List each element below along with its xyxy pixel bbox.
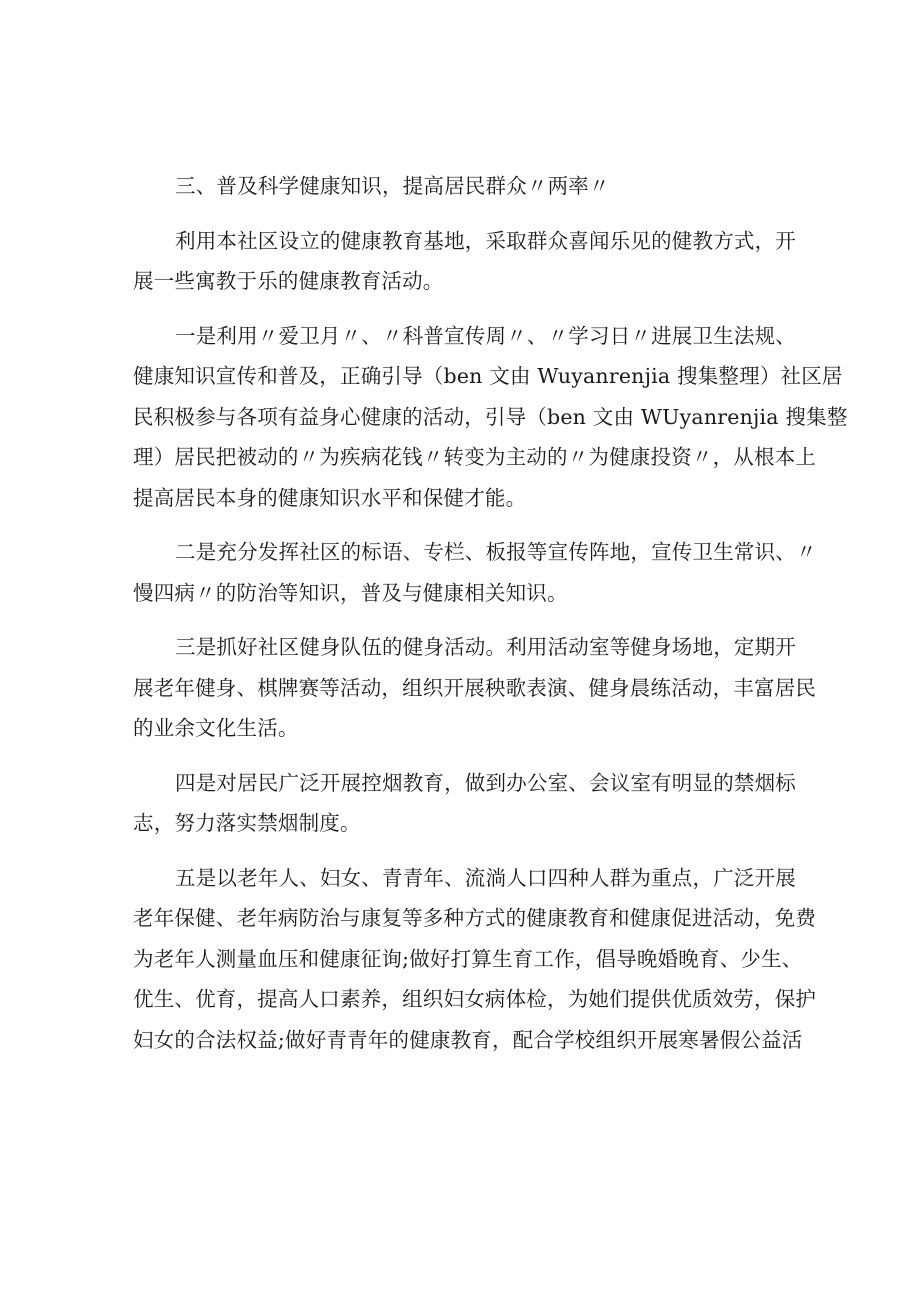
paragraph-line: 为老年人测量血压和健康征询;做好打算生育工作，倡导晚婚晚育、少生、: [133, 946, 803, 971]
paragraph-1: [133, 221, 796, 302]
paragraph-line: 健康知识宣传和普及，正确引导（ben 文由 Wuyanrenjia 搜集整理）社区居: [133, 364, 843, 388]
paragraph-line: 民积极参与各项有益身心健康的活动，引导（ben 文由 WUyanrenjia 搜集整: [133, 404, 848, 429]
paragraph-line: 二是充分发挥社区的标语、专栏、板报等宣传阵地，宣传卫生常识、〃: [175, 540, 817, 564]
paragraph-line: 妇女的合法权益;做好青青年的健康教育，配合学校组织开展寒暑假公益活: [133, 1027, 803, 1052]
paragraph-line: 的业余文化生活。: [133, 716, 299, 740]
paragraph-2: [133, 316, 848, 519]
paragraph-line: 展一些寓教于乐的健康教育活动。: [133, 269, 444, 293]
paragraph-line: 五是以老年人、妇女、青青年、流淌人口四种人群为重点，广泛开展: [175, 865, 796, 890]
section-heading: [133, 166, 793, 207]
paragraph-line: 四是对居民广泛开展控烟教育，做到办公室、会议室有明显的禁烟标: [175, 770, 796, 795]
heading-text: 三、普及科学健康知识，提高居民群众〃两率〃: [175, 174, 610, 198]
paragraph-4: [133, 627, 817, 749]
paragraph-line: 理）居民把被动的〃为疾病花钱〃转变为主动的〃为健康投资〃，从根本上: [133, 445, 817, 469]
paragraph-line: 一是利用〃爱卫月〃、〃科普宣传周〃、〃学习日〃进展卫生法规、: [175, 323, 796, 348]
paragraph-line: 提高居民本身的健康知识水平和保健才能。: [133, 485, 527, 510]
paragraph-line: 三是抓好社区健身队伍的健身活动。利用活动室等健身场地，定期开: [175, 635, 796, 659]
paragraph-line: 老年保健、老年病防治与康复等多种方式的健康教育和健康促进活动，免费: [133, 906, 817, 930]
paragraph-line: 慢四病〃的防治等知识，普及与健康相关知识。: [133, 580, 568, 605]
paragraph-line: 志，努力落实禁烟制度。: [133, 811, 361, 835]
paragraph-5: [133, 763, 796, 844]
paragraph-3: [133, 532, 817, 613]
paragraph-line: 利用本社区设立的健康教育基地，采取群众喜闻乐见的健教方式，开: [175, 228, 796, 253]
paragraph-line: 展老年健身、棋牌赛等活动，组织开展秧歌表演、健身晨练活动，丰富居民: [133, 675, 817, 700]
paragraph-line: 优生、优育，提高人口素养，组织妇女病体检，为她们提供优质效劳，保护: [133, 987, 817, 1011]
document-body: [133, 166, 848, 1074]
paragraph-6: [133, 858, 817, 1061]
